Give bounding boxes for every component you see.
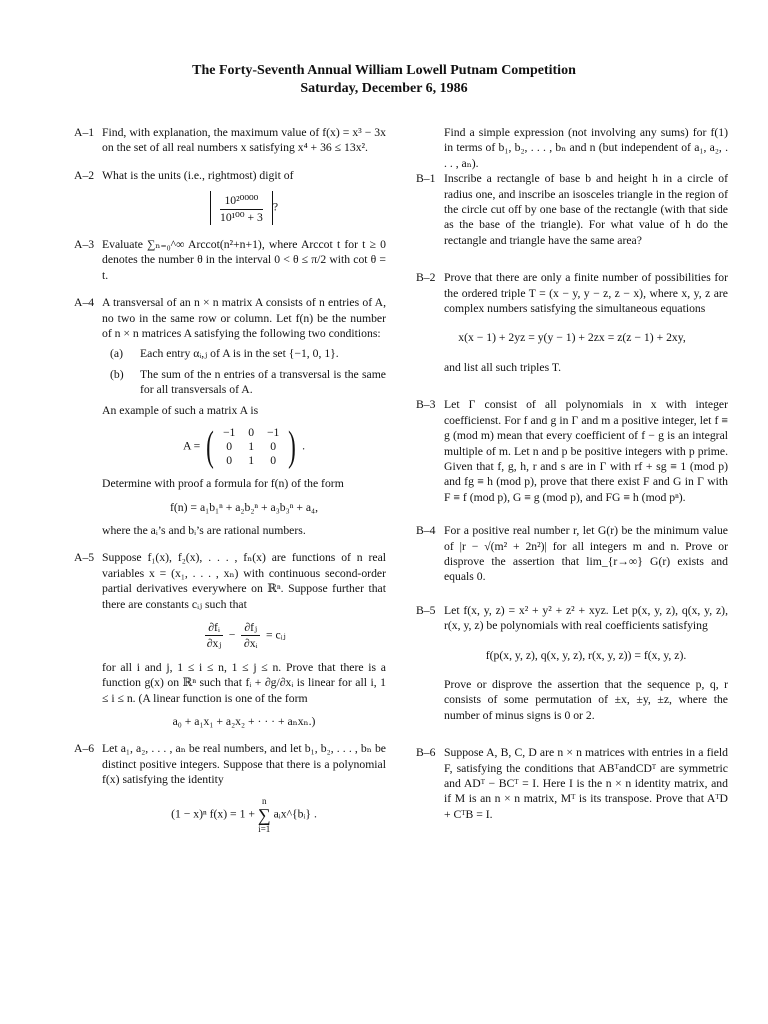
- condition-text: The sum of the n entries of a transversal is the same for all transversals of A.: [140, 367, 386, 397]
- question-mark: ?: [272, 200, 279, 214]
- sum-symbol: ∑: [257, 804, 271, 825]
- floor-expression: [102, 191, 386, 225]
- fraction: [220, 193, 263, 225]
- fraction-denominator: ∂xⱼ: [206, 637, 222, 651]
- right-column: [416, 125, 728, 834]
- condition-label: (b): [110, 367, 124, 381]
- minus-sign: −: [228, 628, 236, 642]
- problem-text: Inscribe a rectangle of base b and height h in a circle of radius one, and inscribe an isosceles triangle in the region of the circle cut off by one base of the rectangle (with that side as the base of the triangle). For what value of h do the rectangle and triangle have the same area?: [444, 172, 728, 247]
- problem-label: B–5: [416, 603, 436, 617]
- right-paren: ): [288, 424, 297, 471]
- fraction-numerator: 10²⁰⁰⁰⁰: [220, 193, 263, 209]
- summation: [258, 796, 271, 834]
- competition-date: Saturday, December 6, 1986: [300, 81, 468, 96]
- problem-label: A–3: [74, 238, 95, 252]
- matrix-lhs: A =: [182, 439, 201, 453]
- problem-label: A–1: [74, 126, 95, 139]
- fraction: [205, 620, 223, 652]
- formula: f(n) = a₁b₁ⁿ + a₂b₂ⁿ + a₃b₃ⁿ + a₄,: [169, 500, 319, 514]
- problem-label: A–6: [74, 742, 95, 756]
- problem-a6: [74, 741, 386, 833]
- equation-rhs: = cᵢⱼ: [266, 628, 286, 642]
- fraction-denominator: 10¹⁰⁰ + 3: [219, 210, 263, 224]
- page-title: [0, 62, 768, 98]
- problem-b5: [416, 603, 728, 723]
- problem-text: Suppose f₁(x), f₂(x), . . . , fₙ(x) are functions of n real variables x = (x₁, . . . , xₙ) with continuous second-order partial derivatives everywhere on ℝⁿ. Suppose further that there are constants cᵢⱼ such that: [102, 551, 386, 611]
- matrix-cell: 0: [270, 454, 277, 468]
- problem-label: B–1: [416, 172, 436, 186]
- problem-a3: [74, 237, 386, 283]
- problem-label: A–5: [74, 551, 95, 565]
- matrix-grid: [217, 426, 285, 468]
- problem-b6: [416, 745, 728, 822]
- fraction-denominator: ∂xᵢ: [243, 637, 258, 651]
- problem-text: What is the units (i.e., rightmost) digit of: [102, 168, 294, 182]
- matrix: [203, 424, 299, 471]
- fraction-numerator: ∂fᵢ: [205, 620, 223, 636]
- identity-equation: [102, 796, 386, 834]
- equation-lhs: (1 − x)ⁿ f(x) = 1 +: [171, 807, 255, 821]
- problem-a6-continued: [416, 125, 728, 171]
- left-paren: (: [206, 424, 215, 471]
- sum-upper: n: [262, 795, 267, 806]
- problem-label: B–2: [416, 271, 436, 285]
- problem-text: Let Γ consist of all polynomials in x with integer coefficienst. For f and g in Γ and m a positive integer, let f ≡ g (mod m) mean that every coefficient of f − g is an integral multiple of m. Let n and p be positive integers with p prime. Given that f, g, h, r and s are in Γ with rf + sg ≡ 1 (mod p) and fg ≡ h (mod p), prove that there exist F and G in Γ with F ≡ f (mod p), G ≡ g (mod p), and FG ≡ h (mod pⁿ).: [444, 398, 728, 504]
- example-matrix: [102, 424, 386, 471]
- condition-a: [110, 346, 386, 361]
- matrix-cell: 1: [248, 454, 255, 468]
- matrix-cell: 1: [248, 440, 255, 454]
- problem-label: B–6: [416, 746, 436, 760]
- equation-rhs: aᵢx^{bᵢ} .: [273, 807, 317, 821]
- problem-text: Prove that there are only a finite number of possibilities for the ordered triple T = (x − y, y − z, z − x), where x, y, z are complex numbers satisfying the simultaneous equations: [444, 271, 728, 316]
- matrix-cell: 0: [226, 440, 233, 454]
- problem-text-continued: Find a simple expression (not involving any sums) for f(1) in terms of b₁, b₂, . . . , bₙ and n (but independent of a₁, a₂, . . . , aₙ).: [444, 126, 728, 170]
- matrix-cell: 0: [270, 440, 277, 454]
- problem-a4: [74, 295, 386, 538]
- problem-label: A–4: [74, 296, 95, 310]
- problem-text: Find, with explanation, the maximum value of f(x) = x³ − 3x on the set of all real numbers x satisfying x⁴ + 36 ≤ 13x².: [102, 126, 386, 155]
- problem-b1: [416, 171, 728, 248]
- fraction: [241, 620, 260, 652]
- matrix-cell: −1: [222, 426, 236, 440]
- problem-label: B–4: [416, 524, 436, 538]
- determine-text: Determine with proof a formula for f(n) of the form: [102, 477, 344, 491]
- problem-b2: [416, 270, 728, 375]
- problem-label: A–2: [74, 168, 95, 182]
- problem-text: Evaluate ∑ₙ₌₀^∞ Arccot(n²+n+1), where Arccot t for t ≥ 0 denotes the number θ in the interval 0 < θ ≤ π/2 with cot θ = t.: [102, 238, 386, 282]
- simultaneous-equations: x(x − 1) + 2yz = y(y − 1) + 2zx = z(z − 1) + 2xy,: [458, 331, 686, 345]
- problem-text: For a positive real number r, let G(r) be the minimum value of |r − √(m² + 2n²)| for all integers m and n. Prove or disprove the assertion that lim_{r→∞} G(r) exists and equals 0.: [444, 524, 728, 584]
- problem-a5: [74, 550, 386, 729]
- condition-b: [110, 367, 386, 398]
- partial-equation: [102, 620, 386, 652]
- problem-a1: [74, 125, 386, 156]
- floor-brackets: [210, 191, 273, 225]
- competition-title: The Forty-Seventh Annual William Lowell Putnam Competition: [192, 63, 576, 78]
- problem-b4: [416, 523, 728, 585]
- problem-text: Let f(x, y, z) = x² + y² + z² + xyz. Let p(x, y, z), q(x, y, z), r(x, y, z) be polynomials with real coefficients satisfying: [444, 603, 728, 633]
- problem-text-continued: Prove or disprove the assertion that the sequence p, q, r consists of some permutation of ±x, ±y, ±z, where the number of minus signs is 0 or 2.: [444, 677, 728, 722]
- problem-text-continued: for all i and j, 1 ≤ i ≤ n, 1 ≤ j ≤ n. Prove that there is a function g(x) on ℝⁿ such that fᵢ + ∂g/∂xᵢ is linear for all i, 1 ≤ i ≤ n. (A linear function is one of the form: [102, 660, 386, 705]
- matrix-cell: 0: [226, 454, 233, 468]
- problem-a2: [74, 168, 386, 225]
- fraction-numerator: ∂fⱼ: [241, 620, 260, 636]
- sum-lower: i=1: [258, 823, 271, 834]
- matrix-cell: 0: [248, 426, 255, 440]
- where-text: where the aᵢ’s and bᵢ’s are rational numbers.: [102, 523, 306, 537]
- problem-b3: [416, 397, 728, 505]
- left-column: [74, 125, 386, 846]
- composition-equation: f(p(x, y, z), q(x, y, z), r(x, y, z)) = f(x, y, z).: [485, 648, 687, 662]
- linear-form: a₀ + a₁x₁ + a₂x₂ + · · · + aₙxₙ.): [172, 714, 316, 728]
- problem-text: A transversal of an n × n matrix A consists of n entries of A, no two in the same row or column. Let f(n) be the number of n × n matrices A satisfying the following two conditions:: [102, 296, 386, 341]
- matrix-cell: −1: [266, 426, 280, 440]
- condition-text: Each entry αᵢ,ⱼ of A is in the set {−1, 0, 1}.: [140, 347, 339, 361]
- problem-label: B–3: [416, 398, 436, 412]
- condition-label: (a): [110, 347, 123, 361]
- example-intro: An example of such a matrix A is: [102, 403, 259, 417]
- problem-text: Suppose A, B, C, D are n × n matrices with entries in a field F, satisfying the conditions that ABᵀandCDᵀ are symmetric and ADᵀ − BCᵀ = I. Here I is the n × n identity matrix, and if M is an n × n matrix, Mᵀ is its transpose. Prove that AᵀD + CᵀB = I.: [444, 746, 728, 821]
- problem-text: Let a₁, a₂, . . . , aₙ be real numbers, and let b₁, b₂, . . . , bₙ be distinct positive integers. Suppose that there is a polynomial f(x) satisfying the identity: [102, 742, 386, 787]
- matrix-suffix: .: [302, 439, 306, 453]
- problem-text-continued: and list all such triples T.: [444, 360, 562, 374]
